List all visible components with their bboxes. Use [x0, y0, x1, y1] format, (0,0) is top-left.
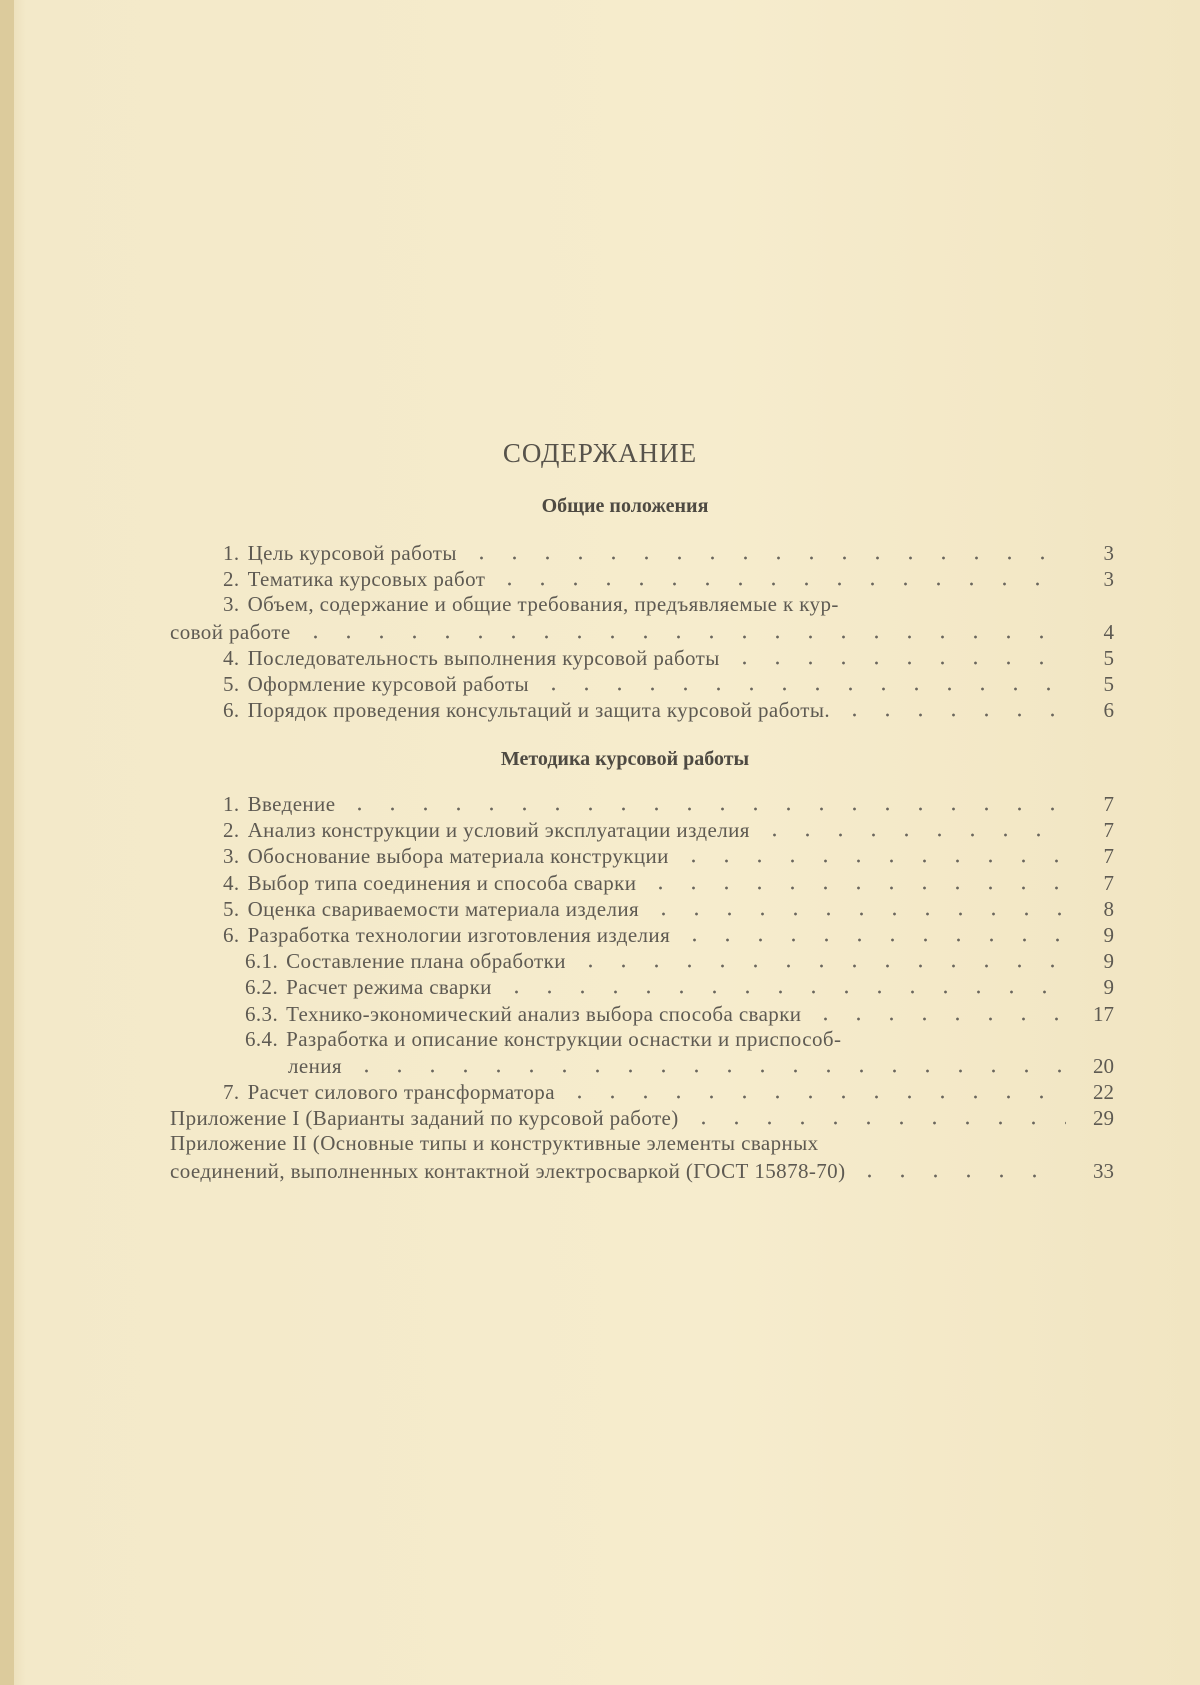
- toc-entry: [170, 566, 1114, 592]
- toc-leader-dots: [343, 791, 1066, 811]
- toc-entry-text-cont: совой работе: [170, 619, 291, 644]
- toc-entry: [170, 1079, 1114, 1105]
- toc-page-number: 8: [1103, 896, 1114, 921]
- toc-leader-dots: [537, 671, 1066, 691]
- toc-leader-dots: [677, 843, 1066, 863]
- toc-leader-dots: [809, 1001, 1066, 1021]
- toc-leader-dots: [853, 1158, 1066, 1178]
- toc-entry: [170, 974, 1114, 1000]
- toc-page-number: 5: [1103, 671, 1114, 696]
- toc-entry-number: 3.: [223, 844, 240, 869]
- toc-leader-dots: [758, 817, 1066, 837]
- toc-page-number: 7: [1103, 818, 1114, 843]
- toc-leader-dots: [678, 922, 1066, 942]
- toc-leader-dots: [838, 697, 1066, 717]
- toc-entry: [170, 1001, 1114, 1027]
- toc-entry-text-cont: соединений, выполненных контактной электросваркой (ГОСТ 15878-70): [170, 1158, 846, 1183]
- toc-leader-dots: [644, 870, 1066, 890]
- toc-page-number: 17: [1093, 1001, 1114, 1026]
- toc-entry-text: Технико-экономический анализ выбора способа сварки: [286, 1001, 802, 1026]
- toc-entry-number: 6.: [223, 922, 240, 947]
- toc-entry-text: Приложение I (Варианты заданий по курсовой работе): [170, 1106, 679, 1131]
- toc-entry-text: Оформление курсовой работы: [247, 671, 530, 696]
- toc-page-number: 9: [1103, 975, 1114, 1000]
- toc-entry: [170, 843, 1114, 869]
- toc-page-number: 3: [1103, 541, 1114, 565]
- toc-list-general: [170, 540, 1114, 723]
- toc-leader-dots: [350, 1053, 1066, 1073]
- toc-leader-dots: [493, 566, 1066, 586]
- toc-entry: [170, 896, 1114, 922]
- toc-entry: [170, 1027, 1114, 1053]
- section-heading-method: Методика курсовой работы: [500, 748, 750, 770]
- page-edge: [0, 0, 14, 1685]
- toc-leader-dots: [500, 974, 1066, 994]
- toc-entry-text: Анализ конструкции и условий эксплуатации изделия: [247, 818, 750, 843]
- toc-page-number: 3: [1103, 567, 1114, 592]
- toc-entry-number: 3.: [223, 592, 240, 617]
- toc-page-number: 7: [1103, 844, 1114, 869]
- toc-entry-number: 6.: [223, 698, 240, 723]
- toc-leader-dots: [728, 645, 1066, 665]
- toc-page-number: 5: [1103, 645, 1114, 670]
- toc-entry-number: 2.: [223, 818, 240, 843]
- toc-entry-text: Составление плана обработки: [286, 949, 566, 974]
- toc-entry-number: 5.: [223, 671, 240, 696]
- toc-entry-number: 6.3.: [245, 1001, 279, 1026]
- toc-page-number: 33: [1093, 1158, 1114, 1183]
- toc-entry: [170, 817, 1114, 843]
- toc-entry-text: Порядок проведения консультаций и защита курсовой работы.: [247, 698, 831, 723]
- toc-list-method: [170, 791, 1114, 1184]
- toc-entry-text-cont: ления: [288, 1053, 342, 1078]
- toc-leader-dots: [563, 1079, 1066, 1099]
- toc-entry-continuation: [170, 619, 1114, 645]
- toc-entry-text: Разработка и описание конструкции оснастки и приспособ-: [286, 1026, 842, 1051]
- toc-entry-number: 1.: [223, 541, 240, 565]
- toc-entry-number: 2.: [223, 567, 240, 592]
- toc-entry: [170, 540, 1114, 566]
- toc-entry-text: Расчет режима сварки: [286, 975, 492, 1000]
- toc-entry: [170, 592, 1114, 618]
- toc-title: СОДЕРЖАНИЕ: [502, 438, 698, 468]
- toc-leader-dots: [465, 540, 1066, 560]
- toc-entry: [170, 870, 1114, 896]
- toc-entry: [170, 645, 1114, 671]
- toc-page-number: 9: [1103, 922, 1114, 947]
- toc-page-number: 9: [1103, 949, 1114, 974]
- toc-entry-text: Тематика курсовых работ: [247, 567, 486, 592]
- toc-entry-number: 4.: [223, 645, 240, 670]
- toc-entry-text: Разработка технологии изготовления изделия: [247, 922, 671, 947]
- toc-entry: [170, 791, 1114, 817]
- toc-page-number: 7: [1103, 870, 1114, 895]
- toc-entry: [170, 697, 1114, 723]
- toc-leader-dots: [574, 948, 1066, 968]
- toc-entry: [170, 1105, 1114, 1131]
- toc-entry: [170, 1131, 1114, 1157]
- toc-entry-number: 6.2.: [245, 975, 279, 1000]
- toc-entry-continuation: [170, 1158, 1114, 1184]
- section-heading-general: Общие положения: [541, 495, 709, 517]
- toc-entry-text: Выбор типа соединения и способа сварки: [247, 870, 637, 895]
- toc-entry: [170, 948, 1114, 974]
- toc-entry: [170, 671, 1114, 697]
- toc-entry-number: 4.: [223, 870, 240, 895]
- toc-entry-text: Расчет силового трансформатора: [247, 1080, 555, 1105]
- toc-leader-dots: [299, 619, 1066, 639]
- toc-entry-text: Последовательность выполнения курсовой работы: [247, 645, 720, 670]
- toc-page-number: 6: [1103, 698, 1114, 723]
- toc-page-number: 20: [1093, 1053, 1114, 1078]
- toc-entry-continuation: [170, 1053, 1114, 1079]
- toc-entry-number: 5.: [223, 896, 240, 921]
- toc-entry-number: 6.4.: [245, 1026, 279, 1051]
- toc-entry-text: Приложение II (Основные типы и конструктивные элементы сварных: [170, 1131, 819, 1156]
- toc-entry: [170, 922, 1114, 948]
- toc-leader-dots: [647, 896, 1066, 916]
- toc-entry-number: 1.: [223, 792, 240, 816]
- toc-page-number: 4: [1103, 619, 1114, 644]
- toc-page-number: 29: [1093, 1106, 1114, 1131]
- toc-page-number: 22: [1093, 1080, 1114, 1105]
- toc-entry-number: 6.1.: [245, 949, 279, 974]
- toc-entry-text: Оценка свариваемости материала изделия: [247, 896, 640, 921]
- toc-entry-text: Обоснование выбора материала конструкции: [247, 844, 669, 869]
- toc-entry-text: Введение: [247, 792, 336, 816]
- toc-entry-number: 7.: [223, 1080, 240, 1105]
- toc-entry-text: Цель курсовой работы: [247, 541, 457, 565]
- toc-leader-dots: [687, 1105, 1066, 1125]
- toc-entry-text: Объем, содержание и общие требования, предъявляемые к кур-: [247, 592, 839, 617]
- toc-page-number: 7: [1103, 792, 1114, 816]
